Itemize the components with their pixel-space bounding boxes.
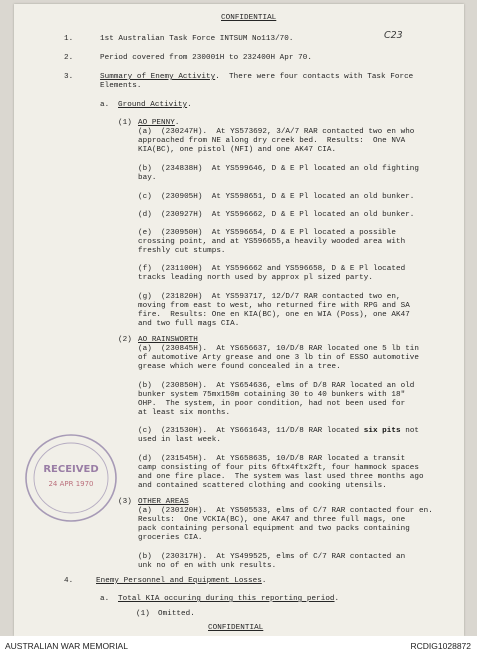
handwritten-reference: C23 — [384, 30, 403, 41]
other-areas-a-line-3: pack containing personal equipment and two packs containing — [138, 525, 410, 533]
item-4a-label: a. — [100, 595, 110, 603]
ao-rainsworth-c-line-2: used in last week. — [138, 436, 221, 444]
ao-rainsworth-c-text: (c) (231530H). At YS661643, 11/D/8 RAR located — [138, 427, 364, 435]
other-areas-b-line-2: unk no of en with unk results. — [138, 562, 277, 570]
item-3-line-2: Elements. — [100, 82, 142, 90]
ao-rainsworth-c-line-1 — [138, 427, 419, 436]
ao-rainsworth-c-amendment: six pits — [363, 427, 401, 435]
ao-penny-g-line-2: moving from east to west, who returned fire with RPG and SA — [138, 302, 410, 310]
ao-rainsworth-b-line-3: OHP. The system, in poor condition, had not been used for — [138, 400, 406, 408]
ao-penny-a-line-3: KIA(BC), one pistol (NFI) and one AK47 CIA. — [138, 146, 337, 154]
item-1-number: 1. — [64, 35, 74, 43]
ao-penny-e-line-1: (e) (230950H) At YS596654, D & E Pl located a possible — [138, 229, 396, 237]
other-areas-a-line-1: (a) (230120H). At YS505533, elms of C/7 RAR contacted four en. — [138, 507, 433, 515]
item-4a-dot: . — [334, 595, 340, 603]
ao-penny-a-line-2: approached from NE along dry creek bed. Results: One NVA — [138, 137, 406, 145]
other-areas-b-line-1: (b) (230317H). At YS499525, elms of C/7 RAR contacted an — [138, 553, 406, 561]
ao-penny-f-line-2: tracks leading north used by approx pl sized party. — [138, 274, 373, 282]
item-3-rest: . There were four contacts with Task Force — [215, 73, 414, 81]
item-3-number: 3. — [64, 73, 74, 81]
item-2-text: Period covered from 230001H to 232400H Apr 70. — [100, 54, 312, 62]
ao-penny-g-line-3: fire. Results: One en KIA(BC), one en WIA (Poss), one AK47 — [138, 311, 410, 319]
ao-rainsworth-d-line-4: and contained scattered clothing and cooking utensils. — [138, 482, 387, 490]
ao-penny-dot: . — [174, 119, 180, 127]
ao-rainsworth-c-tail: not — [400, 427, 420, 435]
other-areas-a-line-2: Results: One VCKIA(BC), one AK47 and three full mags, one — [138, 516, 406, 524]
ground-activity-heading — [118, 101, 192, 110]
classification-footer: CONFIDENTIAL — [208, 624, 264, 632]
item-3-line-1 — [100, 73, 413, 82]
ao-rainsworth-a-line-3: grease which were found concealed in a tree. — [138, 363, 341, 371]
ao-penny-d-line-1: (d) (230927H) At YS596662, D & E Pl located an old bunker. — [138, 211, 415, 219]
received-stamp — [23, 432, 119, 524]
ao-penny-heading — [138, 119, 179, 128]
item-4a-heading — [118, 595, 339, 604]
stamp-date: 24 APR 1970 — [48, 480, 94, 488]
ground-activity-title: Ground Activity — [118, 101, 188, 109]
item-4-title: Enemy Personnel and Equipment Losses — [96, 577, 262, 585]
ao-rainsworth-heading: AO RAINSWORTH — [138, 336, 198, 344]
item-4a-1-number: (1) — [136, 610, 150, 618]
ao-penny-c-line-1: (c) (230905H) At YS598651, D & E Pl located an old bunker. — [138, 193, 415, 201]
other-areas-a-line-4: groceries CIA. — [138, 534, 203, 542]
archive-footer — [0, 636, 477, 654]
stamp-word: RECEIVED — [43, 464, 99, 475]
ao-rainsworth-b-line-1: (b) (230850H). At YS654636, elms of D/8 RAR located an old — [138, 382, 415, 390]
item-4a-title: Total KIA occuring during this reporting period — [118, 595, 335, 603]
subitem-a-label: a. — [100, 101, 110, 109]
other-areas-number: (3) — [118, 498, 132, 506]
ao-penny-number: (1) — [118, 119, 132, 127]
ao-rainsworth-d-line-3: and one fire place. The system was last used three months ago — [138, 473, 424, 481]
item-4-dot: . — [261, 577, 267, 585]
ao-penny-g-line-4: and two full mags CIA. — [138, 320, 240, 328]
ao-penny-e-line-2: crossing point, and at YS596655,a heavily wooded area with — [138, 238, 406, 246]
document-page — [14, 4, 464, 636]
ao-rainsworth-d-line-1: (d) (231545H). At YS658635, 10/D/8 RAR located a transit — [138, 455, 406, 463]
ao-penny-a-line-1: (a) (230247H). At YS573692, 3/A/7 RAR contacted two en who — [138, 128, 415, 136]
ao-penny-f-line-1: (f) (231100H) At YS596662 and YS596658, D & E Pl located — [138, 265, 406, 273]
ao-rainsworth-number: (2) — [118, 336, 132, 344]
archive-record-id: RCDIG1028872 — [410, 641, 471, 651]
item-1-text: 1st Australian Task Force INTSUM No113/70. — [100, 35, 294, 43]
item-3-heading: Summary of Enemy Activity — [100, 73, 216, 81]
ao-rainsworth-b-line-2: bunker system 75mx150m cotaining 30 to 40 bunkers with 18" — [138, 391, 406, 399]
classification-header: CONFIDENTIAL — [221, 14, 277, 22]
ao-penny-g-line-1: (g) (231820H) At YS593717, 12/D/7 RAR contacted two en, — [138, 293, 401, 301]
other-areas-heading: OTHER AREAS — [138, 498, 189, 506]
ao-penny-b-line-2: bay. — [138, 174, 157, 182]
ao-rainsworth-b-line-4: at least six months. — [138, 409, 231, 417]
item-4-heading — [96, 577, 266, 586]
ao-rainsworth-d-line-2: camp consisting of four pits 6ftx4ftx2ft, four hammock spaces — [138, 464, 420, 472]
archive-name: AUSTRALIAN WAR MEMORIAL — [5, 641, 128, 651]
ao-rainsworth-a-line-1: (a) (230845H). At YS656637, 10/D/8 RAR located one 5 lb tin — [138, 345, 420, 353]
ao-penny-title: AO PENNY — [138, 119, 175, 127]
ground-activity-dot: . — [187, 101, 192, 109]
item-4a-1-text: Omitted. — [158, 610, 195, 618]
item-2-number: 2. — [64, 54, 74, 62]
ao-rainsworth-a-line-2: of automotive Arty grease and one 3 lb tin of ESSO automotive — [138, 354, 420, 362]
item-4-number: 4. — [64, 577, 74, 585]
ao-penny-b-line-1: (b) (234838H) At YS599646, D & E Pl located an old fighting — [138, 165, 420, 173]
ao-penny-e-line-3: freshly cut stumps. — [138, 247, 226, 255]
